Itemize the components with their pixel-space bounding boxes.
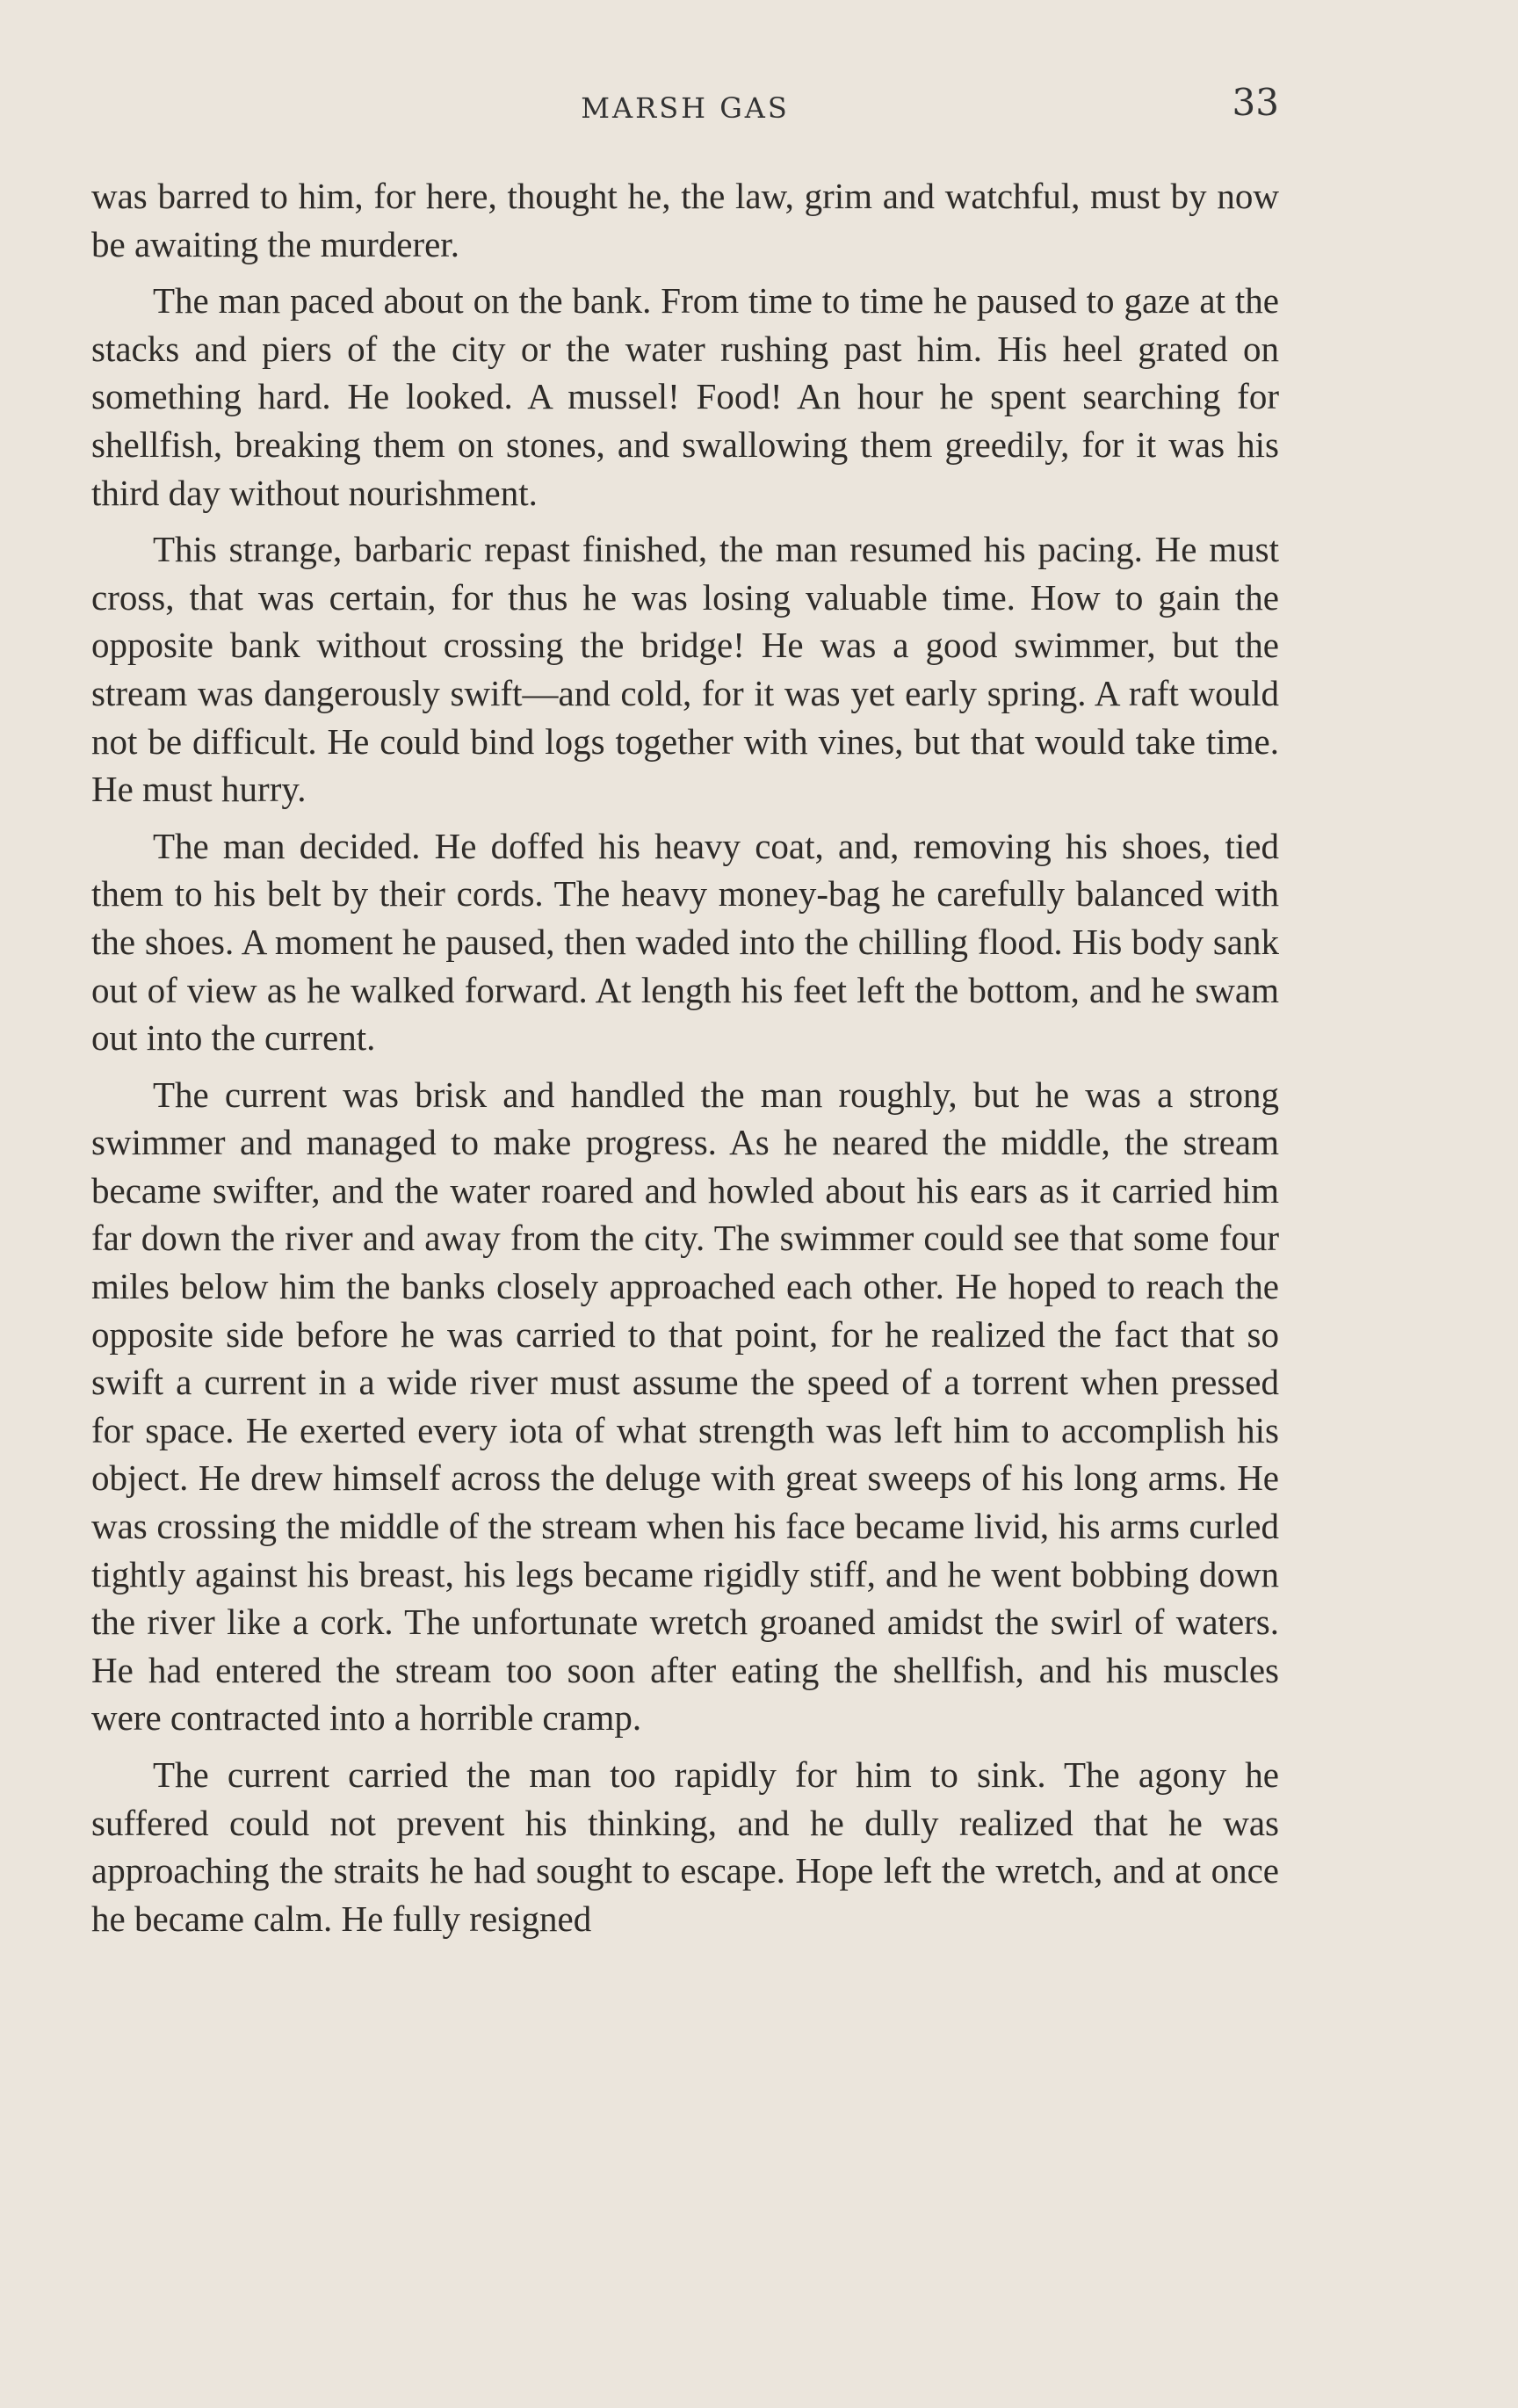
running-title: MARSH GAS <box>581 91 790 125</box>
paragraph: This strange, barbaric repast finished, the man resumed his pacing. He must cross, that was certain, for thus he was losing valuable time. How to gain the opposite bank without crossing the bridge! He was a good swimmer, but the stream was dangerously swift—and cold, for it was yet early spring. A raft would not be difficult. He could bind logs together with vines, but that would take time. He must hurry. <box>91 529 1279 810</box>
running-head <box>91 81 1279 125</box>
paragraph: The man decided. He doffed his heavy coat, and, removing his shoes, tied them to his belt by their cords. The heavy money-bag he carefully balanced with the shoes. A moment he paused, then waded into the chilling flood. His body sank out of view as he walked forward. At length his feet left the bottom, and he swam out into the current. <box>91 825 1279 1059</box>
paragraph: The man paced about on the bank. From time to time he paused to gaze at the stacks and piers of the city or the water rushing past him. His heel grated on something hard. He looked. A mussel! Food! An hour he spent searching for shellfish, breaking them on stones, and swallowing them greedily, for it was his third day without nourishment. <box>91 280 1279 513</box>
paragraph-continued: was barred to him, for here, thought he, the law, grim and watchful, must by now be awaiting the murderer. <box>91 176 1279 264</box>
paragraph: The current was brisk and handled the man roughly, but he was a strong swimmer and managed to make progress. As he neared the middle, the stream became swifter, and the water roared and howled about his ears as it carried him far down the river and away from the city. The swimmer could see that some four miles below him the banks closely approached each other. He hoped to reach the opposite side before he was carried to that point, for he realized the fact that so swift a current in a wide river must assume the speed of a torrent when pressed for space. He exerted every iota of what strength was left him to accomplish his object. He drew himself across the deluge with great sweeps of his long arms. He was crossing the middle of the stream when his face became livid, his arms curled tightly against his breast, his legs became rigidly stiff, and he went bobbing down the river like a cork. The unfortunate wretch groaned amidst the swirl of waters. He had entered the stream too soon after eating the shellfish, and his muscles were contracted into a horrible cramp. <box>91 1074 1279 1739</box>
paragraph: The current carried the man too rapidly for him to sink. The agony he suffered could not prevent his thinking, and he dully realized that he was approaching the straits he had sought to escape. Hope left the wretch, and at once he became calm. He fully resigned <box>91 1754 1279 1939</box>
body-text <box>91 172 1279 1951</box>
page-number: 33 <box>1232 81 1279 124</box>
